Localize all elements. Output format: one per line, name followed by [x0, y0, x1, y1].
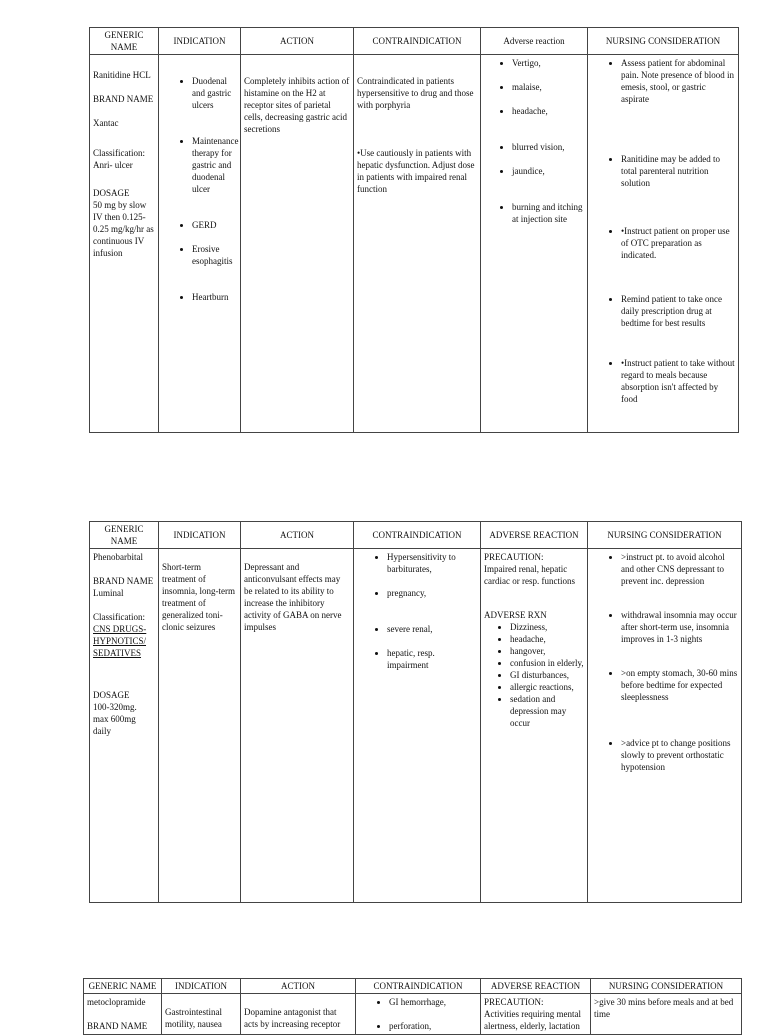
nursing-consideration-cell: [591, 994, 742, 1035]
brand-name: Xantac: [93, 118, 119, 128]
generic-name: Phenobarbital: [93, 552, 143, 562]
list-item: • Assess patient for abdominal pain. Note presence of blood in emesis, stool, or gastric aspirate: [621, 57, 735, 105]
table-row: [90, 549, 742, 903]
header-nursing-consideration: NURSING CONSIDERATION: [591, 979, 742, 994]
action-cell: [241, 55, 354, 433]
list-item: • Vertigo,: [512, 57, 584, 69]
list-item: • jaundice,: [512, 165, 584, 177]
contraindication-text: Contraindicated in patients hypersensitive to drug and those with porphyria: [357, 76, 474, 110]
list-item: • •Instruct patient on proper use of OTC preparation as indicated.: [621, 225, 735, 261]
header-nursing-consideration: NURSING CONSIDERATION: [588, 522, 742, 549]
list-item: • GERD: [192, 219, 237, 231]
table-header-row: [84, 979, 742, 994]
drug-table-ranitidine: [89, 27, 739, 433]
list-item: • headache,: [512, 105, 584, 117]
action-text: Depressant and anticonvulsant effects may be related to its ability to increase the inhibitory activity of GABA on nerve impulses: [244, 562, 342, 632]
dosage-label: DOSAGE: [93, 690, 130, 700]
header-indication: INDICATION: [159, 28, 241, 55]
list-item: • Dizziness,: [510, 621, 584, 633]
header-generic-name: GENERIC NAME: [90, 522, 159, 549]
list-item: • hepatic, resp. impairment: [387, 647, 477, 671]
list-item: • confusion in elderly,: [510, 657, 584, 669]
header-action: ACTION: [241, 28, 354, 55]
list-item: • hangover,: [510, 645, 584, 657]
list-item: • withdrawal insomnia may occur after short-term use, insomnia improves in 1-3 nights: [621, 609, 738, 645]
list-item: • Duodenal and gastric ulcers: [192, 75, 237, 111]
drug-table-phenobarbital: [89, 521, 742, 903]
header-action: ACTION: [241, 979, 356, 994]
indication-cell: [162, 994, 241, 1035]
header-generic-name: GENERIC NAME: [90, 28, 159, 55]
brand-name-label: BRAND NAME: [93, 94, 154, 104]
precaution-label: PRECAUTION:: [484, 997, 544, 1007]
brand-name: Luminal: [93, 588, 124, 598]
contraindication-cell: [354, 55, 481, 433]
list-item: • >on empty stomach, 30-60 mins before bedtime for expected sleeplessness: [621, 667, 738, 703]
list-item: • Hypersensitivity to barbiturates,: [387, 551, 477, 575]
precaution-text: Activities requiring mental alertness, elderly, lactation: [484, 1009, 581, 1031]
table-header-row: [90, 28, 739, 55]
nursing-text: >give 30 mins before meals and at bed time: [594, 997, 734, 1019]
drug-table-metoclopramide: [83, 978, 742, 1035]
precaution-label: PRECAUTION:: [484, 552, 544, 562]
contraindication-cell: [356, 994, 481, 1035]
list-item: • blurred vision,: [512, 141, 584, 153]
brand-name-label: BRAND NAME: [93, 576, 154, 586]
table-row: [84, 994, 742, 1035]
action-cell: [241, 549, 354, 903]
header-nursing-consideration: NURSING CONSIDERATION: [588, 28, 739, 55]
header-adverse-reaction: Adverse reaction: [481, 28, 588, 55]
list-item: • Erosive esophagitis: [192, 243, 237, 267]
header-indication: INDICATION: [159, 522, 241, 549]
classification-label: Classification:: [93, 612, 145, 622]
nursing-consideration-cell: [588, 55, 739, 433]
table-row: [90, 55, 739, 433]
list-item: • burning and itching at injection site: [512, 201, 584, 225]
brand-name-label: BRAND NAME: [87, 1021, 148, 1031]
list-item: • pregnancy,: [387, 587, 477, 599]
list-item: • Remind patient to take once daily prescription drug at bedtime for best results: [621, 293, 735, 329]
action-text: Dopamine antagonist that acts by increasing receptor: [244, 1007, 341, 1029]
indication-text: Gastrointestinal motility, nausea: [165, 1007, 222, 1029]
list-item: • Heartburn: [192, 291, 237, 303]
list-item: • sedation and depression may occur: [510, 693, 584, 729]
list-item: • >advice pt to change positions slowly to prevent orthostatic hypotension: [621, 737, 738, 773]
dosage-value: 50 mg by slow IV then 0.125-0.25 mg/kg/hr as continuous IV infusion: [93, 200, 154, 258]
list-item: • >instruct pt. to avoid alcohol and other CNS depressant to prevent inc. depression: [621, 551, 738, 587]
table-header-row: [90, 522, 742, 549]
list-item: • perforation,: [389, 1020, 477, 1032]
generic-name: metoclopramide: [87, 997, 146, 1007]
list-item: • Ranitidine may be added to total parenteral nutrition solution: [621, 153, 735, 189]
nursing-consideration-cell: [588, 549, 742, 903]
indication-cell: [159, 55, 241, 433]
generic-name: Ranitidine HCL: [93, 70, 151, 80]
indication-text: Short-term treatment of insomnia, long-term treatment of generalized toni-clonic seizures: [162, 562, 235, 632]
dosage-value: 100-320mg.: [93, 702, 137, 712]
header-contraindication: CONTRAINDICATION: [354, 522, 481, 549]
list-item: • allergic reactions,: [510, 681, 584, 693]
header-indication: INDICATION: [162, 979, 241, 994]
header-contraindication: CONTRAINDICATION: [356, 979, 481, 994]
action-text: Completely inhibits action of histamine on the H2 at receptor sites of parietal cells, decreasing gastric acid secretions: [244, 76, 350, 134]
header-generic-name: GENERIC NAME: [84, 979, 162, 994]
classification-label: Classification:: [93, 148, 145, 158]
adverse-reaction-cell: [481, 55, 588, 433]
header-adverse-reaction: ADVERSE REACTION: [481, 522, 588, 549]
adverse-rxn-label: ADVERSE RXN: [484, 610, 547, 620]
indication-cell: [159, 549, 241, 903]
list-item: • Maintenance therapy for gastric and duodenal ulcer: [192, 135, 237, 195]
dosage-label: DOSAGE: [93, 188, 130, 198]
adverse-reaction-cell: [481, 549, 588, 903]
list-item: • •Instruct patient to take without regard to meals because absorption isn't affected by food: [621, 357, 735, 405]
action-cell: [241, 994, 356, 1035]
list-item: • headache,: [510, 633, 584, 645]
list-item: • GI disturbances,: [510, 669, 584, 681]
generic-name-cell: [84, 994, 162, 1035]
list-item: • malaise,: [512, 81, 584, 93]
header-action: ACTION: [241, 522, 354, 549]
contraindication-cell: [354, 549, 481, 903]
classification-value: CNS DRUGS-HYPNOTICS/ SEDATIVES: [93, 624, 147, 658]
generic-name-cell: [90, 549, 159, 903]
list-item: • severe renal,: [387, 623, 477, 635]
generic-name-cell: [90, 55, 159, 433]
dosage-max: max 600mg daily: [93, 714, 136, 736]
header-adverse-reaction: ADVERSE REACTION: [481, 979, 591, 994]
header-contraindication: CONTRAINDICATION: [354, 28, 481, 55]
precaution-text: Impaired renal, hepatic cardiac or resp. functions: [484, 564, 575, 586]
classification-value: Anri- ulcer: [93, 160, 133, 170]
caution-text: •Use cautiously in patients with hepatic dysfunction. Adjust dose in patients with impaired renal function: [357, 148, 475, 194]
adverse-reaction-cell: [481, 994, 591, 1035]
list-item: • GI hemorrhage,: [389, 996, 477, 1008]
